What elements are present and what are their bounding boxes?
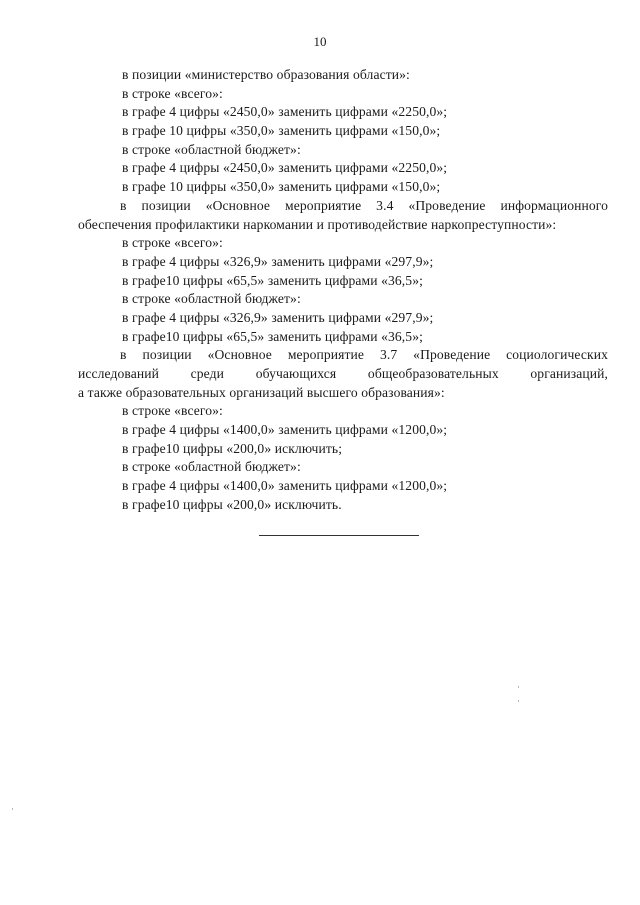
text-line: в графе10 цифры «65,5» заменить цифрами «36,5»; <box>122 328 423 344</box>
text-line: исследований среди обучающихся общеобразовательных организаций, <box>78 366 608 381</box>
scan-speck <box>518 686 519 688</box>
text-line: в графе 4 цифры «2450,0» заменить цифрами «2250,0»; <box>122 104 448 120</box>
text-line: в графе 4 цифры «326,9» заменить цифрами «297,9»; <box>122 309 434 325</box>
text-line: в строке «областной бюджет»: <box>122 459 301 475</box>
text-line: в строке «областной бюджет»: <box>122 291 301 307</box>
text-line: в строке «всего»: <box>122 403 223 419</box>
text-line: в строке «областной бюджет»: <box>122 141 301 157</box>
page-number: 10 <box>313 34 327 49</box>
amendments-text <box>78 66 608 515</box>
text-line: обеспечения профилактики наркомании и противодействие наркопреступности»: <box>78 216 557 232</box>
text-line: в графе10 цифры «65,5» заменить цифрами «36,5»; <box>122 272 423 288</box>
text-line: в строке «всего»: <box>122 85 223 101</box>
text-line: в графе10 цифры «200,0» исключить; <box>122 440 343 456</box>
scan-speck <box>12 808 13 810</box>
text-line: в строке «всего»: <box>122 235 223 251</box>
scan-speck <box>518 700 519 702</box>
text-line: в позиции «министерство образования области»: <box>122 67 410 82</box>
text-line: в графе 10 цифры «350,0» заменить цифрами «150,0»; <box>122 179 441 195</box>
text-line: а также образовательных организаций высшего образования»: <box>78 384 445 400</box>
text-line: в графе 4 цифры «2450,0» заменить цифрами «2250,0»; <box>122 160 448 176</box>
text-line: в графе 4 цифры «326,9» заменить цифрами «297,9»; <box>122 253 434 269</box>
end-of-text-divider <box>259 535 419 536</box>
text-line: в графе 4 цифры «1400,0» заменить цифрами «1200,0»; <box>122 422 448 438</box>
text-line: в позиции «Основное мероприятие 3.4 «Проведение информационного <box>120 197 608 213</box>
text-line: в позиции «Основное мероприятие 3.7 «Проведение социологических <box>120 347 608 363</box>
text-line: в графе 4 цифры «1400,0» заменить цифрами «1200,0»; <box>122 478 448 494</box>
text-line: в графе 10 цифры «350,0» заменить цифрами «150,0»; <box>122 123 441 139</box>
text-line: в графе10 цифры «200,0» исключить. <box>122 496 342 512</box>
